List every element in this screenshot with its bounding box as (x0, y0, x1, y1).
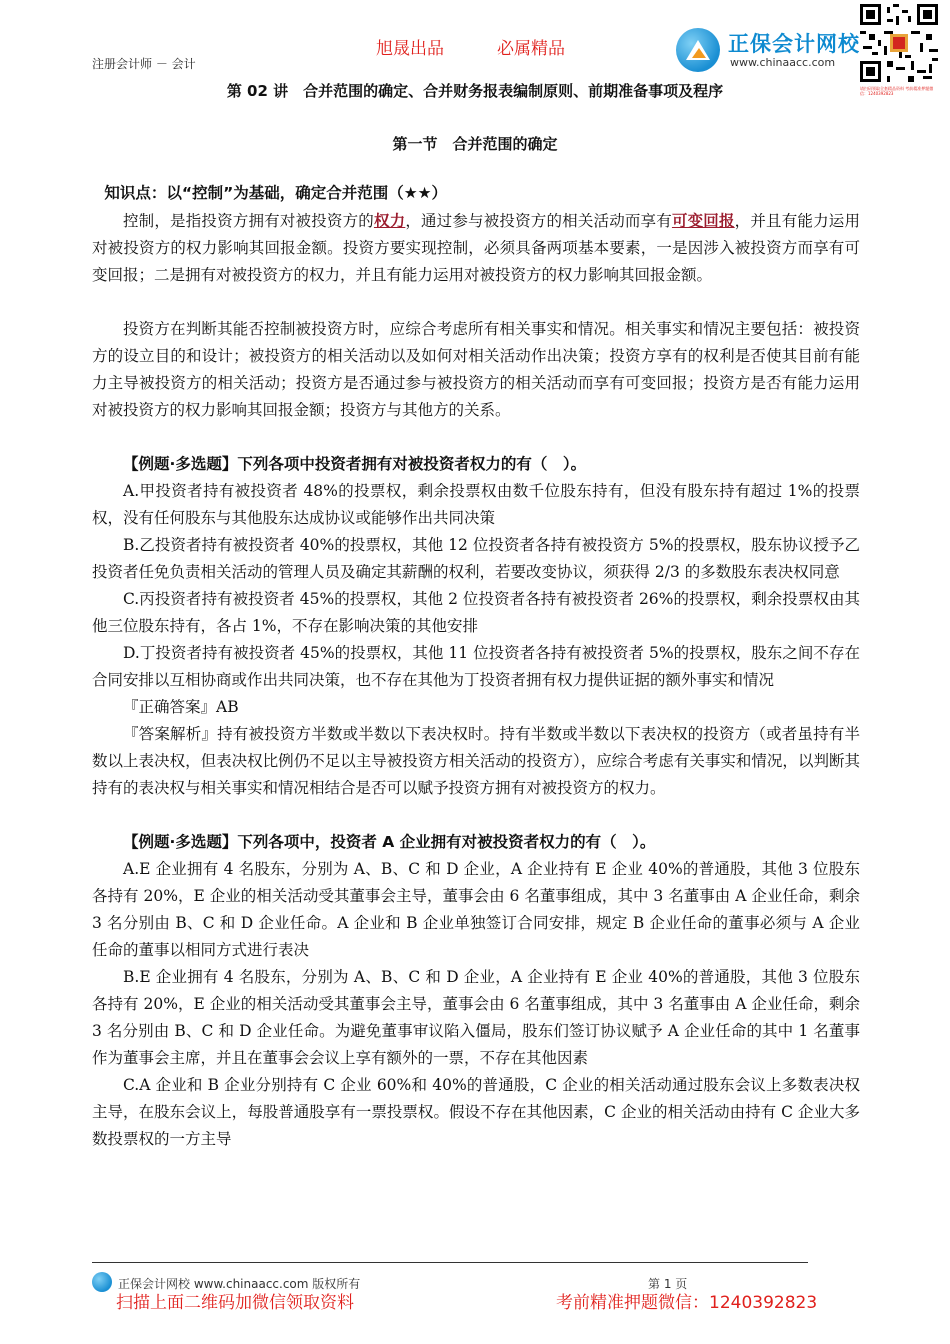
example2-option-b: B.E 企业拥有 4 名股东，分别为 A、B、C 和 D 企业，A 企业持有 E 企业 40%的普通股，其他 3 位股东各持有 20%，E 企业的相关活动受其董事会主导，董事会由 6 名董事组成，其中 3 名董事由 A 企业任命，剩余 3 名分别由 B、C 和 D 企业任命。为避免董事审议陷入僵局，股东们签订协议赋予 A 企业任命的其中 1 名董事作为董事会主席，并且在董事会会议上享有额外的一票，不存在其他因素 (92, 968, 860, 1067)
para-text: 控制，是指投资方拥有对被投资方的 (123, 212, 374, 230)
brand-name: 正保会计网校 (728, 32, 860, 56)
example1-option-b: B.乙投资者持有被投资者 40%的投票权，其他 12 位投资者各持有被投资方 5%的投票权，股东协议授予乙投资者任免负责相关活动的管理人员及确定其薪酬的权利，若要改变协议，须获得 2/3 的多数股东表决权同意 (92, 536, 860, 581)
page-cutoff-mask (0, 1218, 950, 1262)
slogan-right: 必属精品 (497, 39, 565, 59)
example1-analysis: 『答案解析』持有被投资方半数或半数以下表决权时。持有半数或半数以下表决权的投资方（或者虽持有半数以上表决权，但表决权比例仍不足以主导被投资方相关活动的投资方），应综合考虑有关事实和情况，以判断其持有的表决权与相关事实和情况相结合是否可以赋予投资方拥有对被投资方的权力。 (92, 725, 860, 797)
term-power: 权力 (373, 211, 406, 230)
lecture-title: 第 02 讲 合并范围的确定、合并财务报表编制原则、前期准备事项及程序 (226, 82, 724, 100)
footer-logo-icon (92, 1272, 112, 1292)
para-text: ，通过参与被投资方的相关活动而享有 (405, 212, 672, 230)
para-text: ，并且有能力运用对被投资方的权力影响其回报金额。投资方要实现控制，必须具备两项基本要素，一是因涉入被投资方而享有可变回报；二是拥有对被投资方的权力，并且有能力运用对被投资方的权力影响其回报金额。 (92, 212, 860, 284)
example1-answer: 『正确答案』AB (123, 698, 239, 716)
example2-title: 【例题·多选题】下列各项中，投资者 A 企业拥有对被投资者权力的有（ ）。 (123, 833, 656, 851)
logo-icon (676, 28, 720, 72)
example1-option-d: D.丁投资者持有被投资者 45%的投票权，其他 11 位投资者各持有被投资者 5%的投票权，股东之间不存在合同安排以互相协商或作出共同决策，也不存在其他为丁投资者拥有权力提供证据的额外事实和情况 (92, 644, 860, 689)
knowledge-point: 知识点：以“控制”为基础，确定合并范围（★★） (104, 184, 448, 202)
footer-copyright: 正保会计网校 www.chinaacc.com 版权所有 (118, 1277, 361, 1291)
footer-divider (92, 1262, 808, 1263)
example1-title: 【例题·多选题】下列各项中投资者拥有对被投资者权力的有（ ）。 (123, 455, 587, 473)
promo-right: 考前精准押题微信：1240392823 (556, 1293, 818, 1313)
qr-note: 请扫码领取全套精品资料 考前精准押题微信：1240392823 (860, 86, 934, 96)
example1-option-c: C.丙投资者持有被投资者 45%的投票权，其他 2 位投资者各持有被投资者 26%的投票权，剩余投票权由其他三位股东持有，各占 1%，不存在影响决策的其他安排 (92, 590, 860, 635)
breadcrumb: 注册会计师 － 会计 (92, 57, 196, 71)
example1-option-a: A.甲投资者持有被投资者 48%的投票权，剩余投票权由数千位股东持有，但没有股东持有超过 1%的投票权，没有任何股东与其他股东达成协议或能够作出共同决策 (92, 482, 860, 527)
example2-option-a: A.E 企业拥有 4 名股东，分别为 A、B、C 和 D 企业，A 企业持有 E 企业 40%的普通股，其他 3 位股东各持有 20%，E 企业的相关活动受其董事会主导，董事会由 6 名董事组成，其中 3 名董事由 A 企业任命，剩余 3 名分别由 B、C 和 D 企业任命。A 企业和 B 企业单独签订合同安排，规定 B 企业任命的董事必须与 A 企业任命的董事以相同方式进行表决 (92, 860, 860, 959)
promo-left: 扫描上面二维码加微信领取资料 (116, 1293, 354, 1313)
term-variable-returns: 可变回报 (671, 211, 735, 230)
page-number: 第 1 页 (648, 1277, 688, 1291)
slogan-left: 旭晟出品 (376, 39, 444, 59)
paragraph-control-definition (92, 207, 860, 289)
section-title: 第一节 合并范围的确定 (392, 135, 558, 153)
brand-logo (676, 26, 860, 72)
paragraph-facts: 投资方在判断其能否控制被投资方时，应综合考虑所有相关事实和情况。相关事实和情况主要包括：被投资方的设立目的和设计；被投资方的相关活动以及如何对相关活动作出决策；投资方享有的权利是否使其目前有能力主导被投资方的相关活动；投资方是否通过参与被投资方的相关活动而享有可变回报；投资方是否有能力运用对被投资方的权力影响其回报金额；投资方与其他方的关系。 (92, 320, 860, 419)
qr-code-icon (860, 4, 938, 82)
brand-url: www.chinaacc.com (730, 56, 836, 69)
document-body (92, 180, 860, 1153)
example2-option-c: C.A 企业和 B 企业分别持有 C 企业 60%和 40%的普通股，C 企业的相关活动通过股东会议上多数表决权主导，在股东会议上，每股普通股享有一票投票权。假设不存在其他因素，C 企业的相关活动由持有 C 企业大多数投票权的一方主导 (92, 1076, 860, 1148)
